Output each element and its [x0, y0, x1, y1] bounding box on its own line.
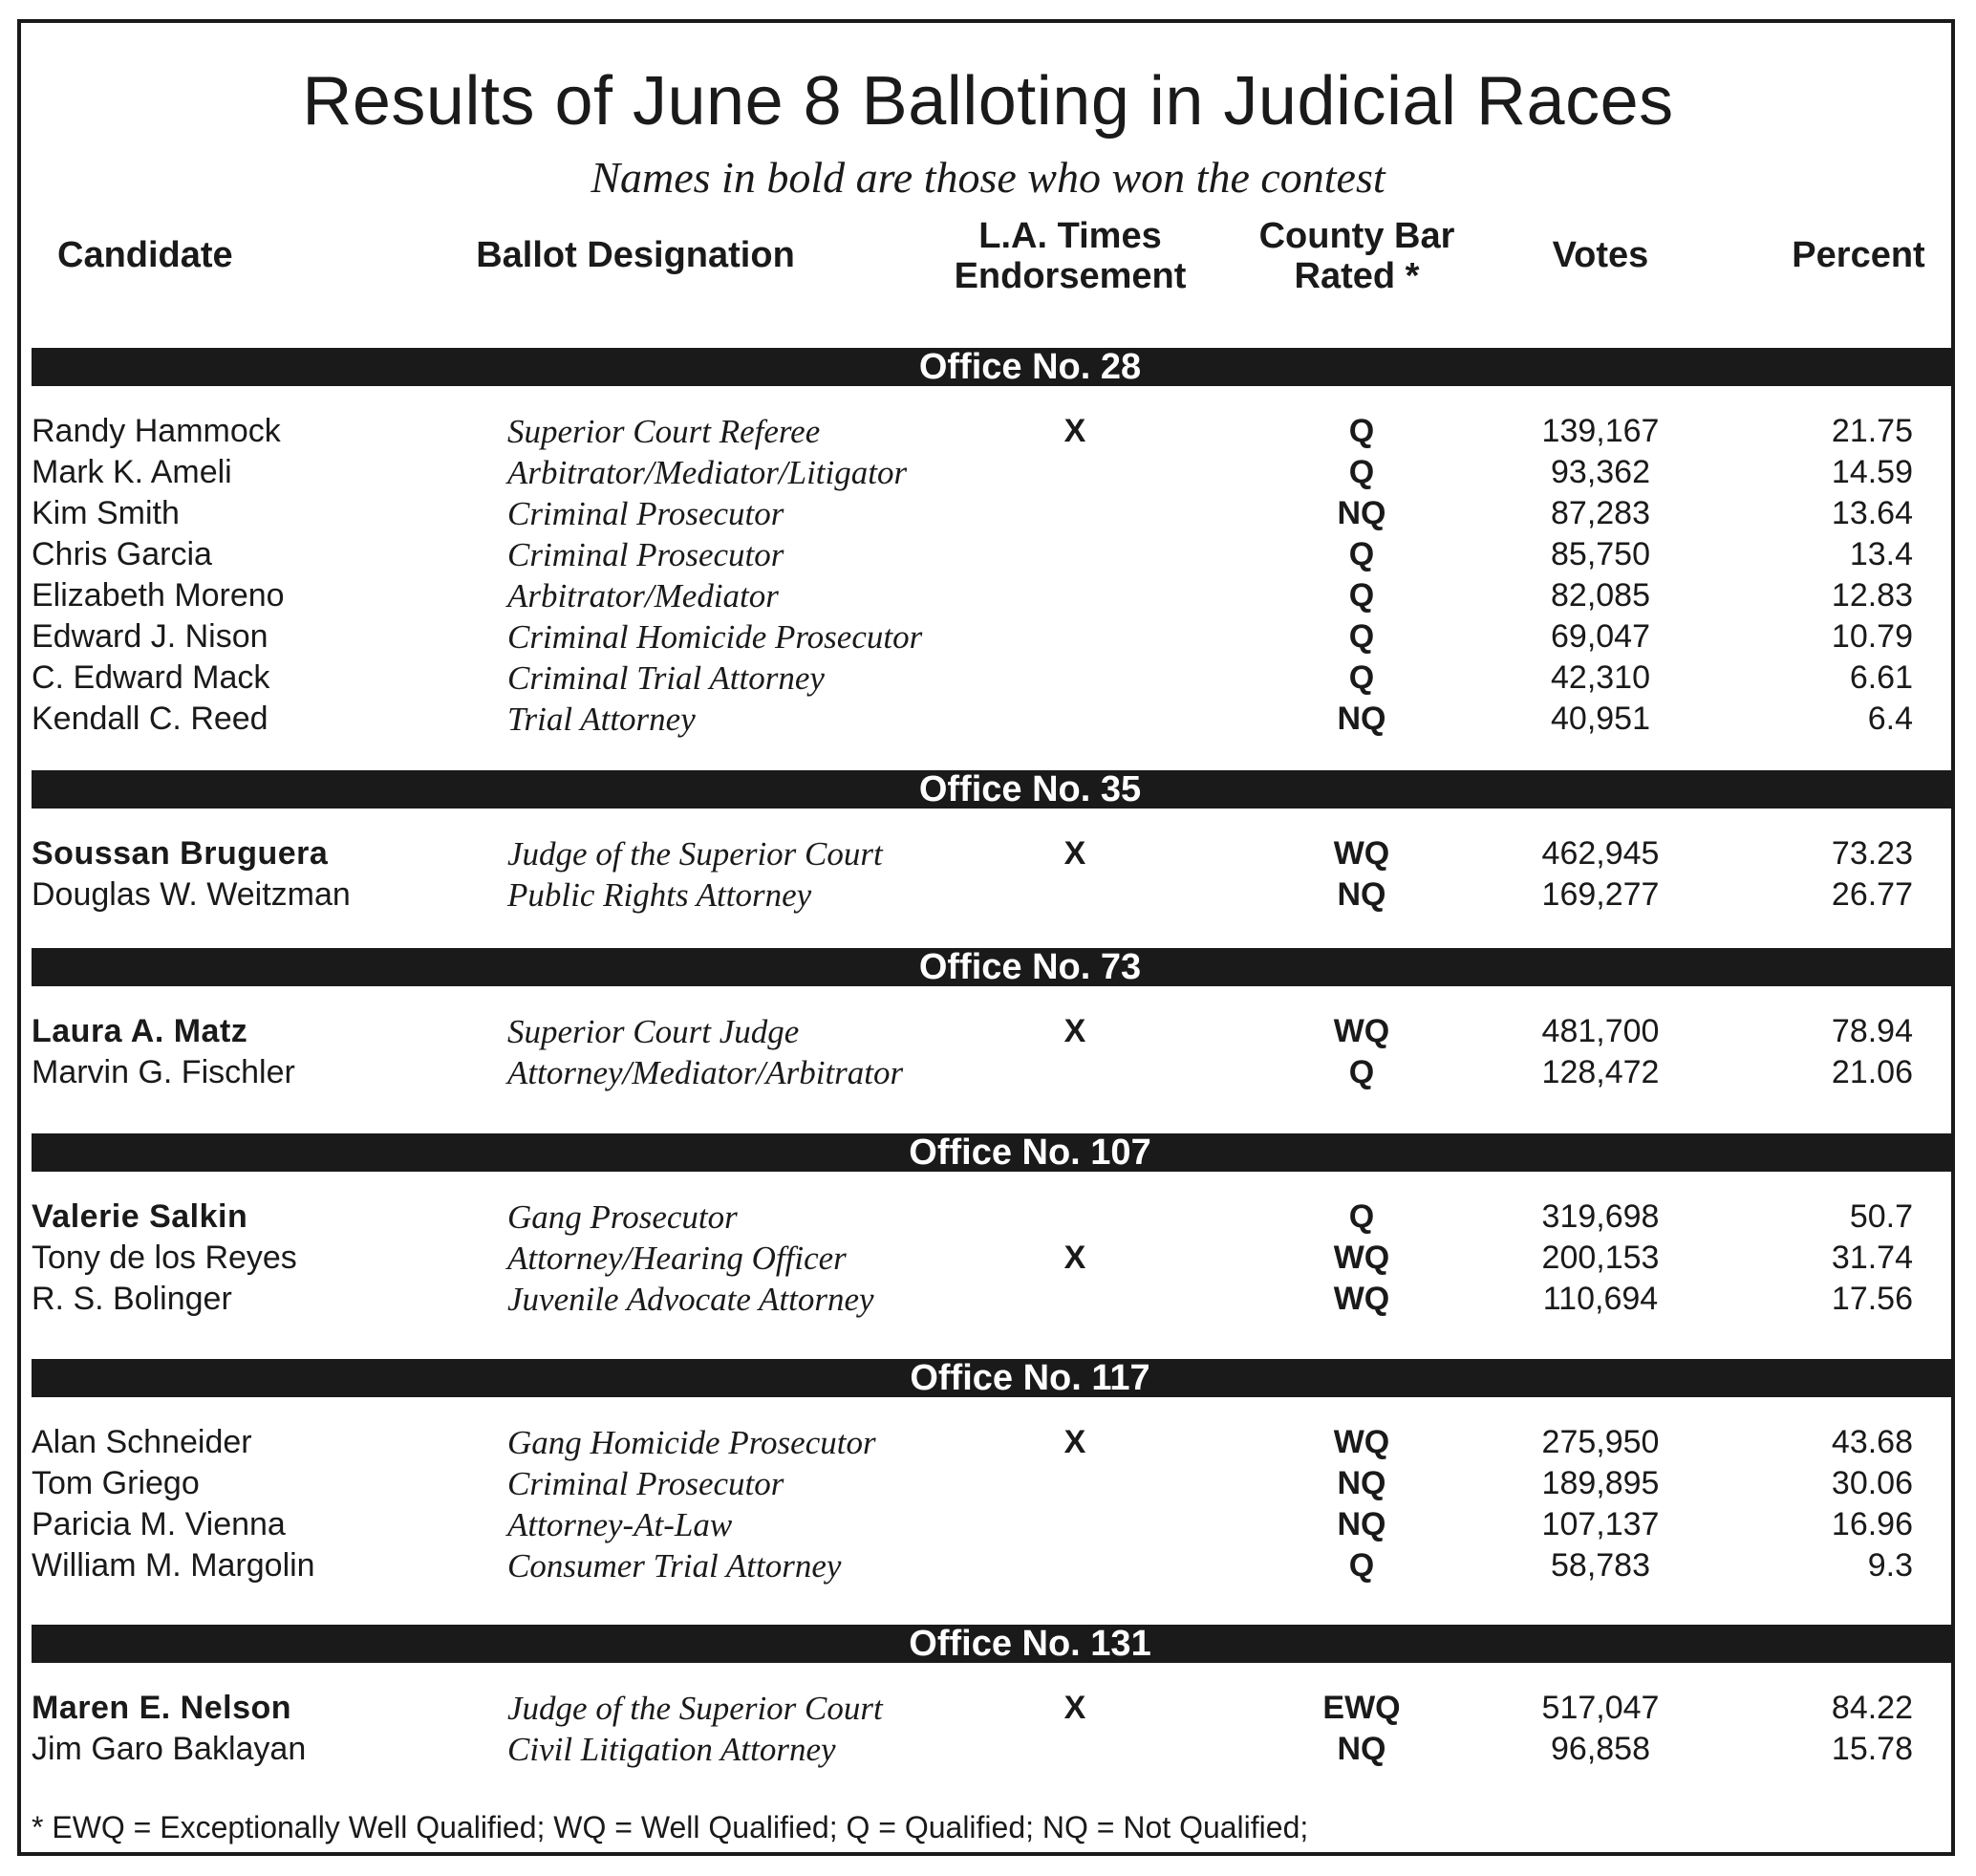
header-endorsement-line1: L.A. Times [978, 216, 1162, 256]
county-bar-rating: NQ [1337, 495, 1386, 531]
table-row [0, 1238, 1976, 1279]
candidate-name: Edward J. Nison [32, 618, 268, 655]
table-row [0, 1011, 1976, 1052]
vote-count: 517,047 [1541, 1690, 1660, 1726]
ballot-designation: Attorney/Mediator/Arbitrator [507, 1054, 904, 1091]
table-row [0, 452, 1976, 493]
county-bar-rating: Q [1348, 1198, 1375, 1235]
vote-count: 82,085 [1551, 577, 1650, 614]
ballot-designation: Criminal Prosecutor [507, 495, 784, 532]
candidate-name: Jim Garo Baklayan [32, 1731, 307, 1767]
ballot-designation: Judge of the Superior Court [507, 835, 883, 873]
candidate-name: Alan Schneider [32, 1424, 252, 1460]
vote-count: 42,310 [1551, 659, 1650, 696]
vote-count: 96,858 [1551, 1731, 1650, 1767]
vote-count: 139,167 [1541, 413, 1660, 449]
vote-percent: 21.06 [1831, 1054, 1913, 1090]
county-bar-rating: Q [1348, 1054, 1375, 1090]
header-votes: Votes [1552, 235, 1649, 275]
vote-count: 481,700 [1541, 1013, 1660, 1049]
candidate-name: Douglas W. Weitzman [32, 876, 351, 913]
candidate-name: Tom Griego [32, 1465, 200, 1501]
ballot-designation: Arbitrator/Mediator/Litigator [507, 454, 908, 491]
vote-count: 58,783 [1551, 1547, 1650, 1584]
table-row [0, 1463, 1976, 1504]
ballot-designation: Public Rights Attorney [507, 876, 812, 914]
table-row [0, 1279, 1976, 1320]
vote-percent: 14.59 [1831, 454, 1913, 490]
county-bar-rating: Q [1348, 1547, 1375, 1584]
office-header: Office No. 107 [32, 1133, 1952, 1172]
candidate-name: Kendall C. Reed [32, 701, 268, 737]
office-header: Office No. 35 [32, 770, 1952, 809]
candidate-name: Soussan Bruguera [32, 835, 329, 872]
table-row [0, 1545, 1976, 1586]
office-header: Office No. 28 [32, 348, 1952, 386]
county-bar-rating: Q [1348, 536, 1375, 572]
vote-percent: 31.74 [1831, 1240, 1913, 1276]
candidate-name: Maren E. Nelson [32, 1690, 292, 1726]
county-bar-rating: WQ [1333, 1013, 1390, 1049]
table-row [0, 493, 1976, 534]
header-endorsement-line2: Endorsement [954, 256, 1187, 296]
candidate-name: Marvin G. Fischler [32, 1054, 295, 1090]
ballot-designation: Consumer Trial Attorney [507, 1547, 842, 1585]
vote-percent: 50.7 [1849, 1198, 1913, 1235]
table-row [0, 699, 1976, 740]
vote-percent: 13.4 [1849, 536, 1913, 572]
candidate-name: Kim Smith [32, 495, 180, 531]
ballot-designation: Criminal Prosecutor [507, 536, 784, 573]
county-bar-rating: Q [1348, 577, 1375, 614]
vote-percent: 78.94 [1831, 1013, 1913, 1049]
vote-percent: 26.77 [1831, 876, 1913, 913]
candidate-name: Laura A. Matz [32, 1013, 248, 1049]
page-subtitle: Names in bold are those who won the contest [591, 153, 1385, 202]
header-rated-line2: Rated * [1294, 256, 1420, 296]
table-row [0, 658, 1976, 699]
vote-percent: 43.68 [1831, 1424, 1913, 1460]
candidate-name: Chris Garcia [32, 536, 212, 572]
vote-count: 69,047 [1551, 618, 1650, 655]
times-endorsement: X [1063, 1013, 1086, 1049]
vote-count: 107,137 [1541, 1506, 1660, 1542]
table-row [0, 1504, 1976, 1545]
table-row [0, 411, 1976, 452]
candidate-name: R. S. Bolinger [32, 1281, 232, 1317]
county-bar-rating: WQ [1333, 1424, 1390, 1460]
vote-count: 319,698 [1541, 1198, 1660, 1235]
vote-percent: 15.78 [1831, 1731, 1913, 1767]
table-row [0, 1688, 1976, 1729]
candidate-name: Tony de los Reyes [32, 1240, 297, 1276]
times-endorsement: X [1063, 413, 1086, 449]
vote-count: 87,283 [1551, 495, 1650, 531]
vote-percent: 13.64 [1831, 495, 1913, 531]
table-row [0, 575, 1976, 616]
vote-count: 93,362 [1551, 454, 1650, 490]
county-bar-rating: EWQ [1322, 1690, 1401, 1726]
header-designation: Ballot Designation [476, 235, 795, 275]
ballot-designation: Criminal Trial Attorney [507, 659, 825, 697]
ballot-designation: Arbitrator/Mediator [507, 577, 779, 615]
candidate-name: William M. Margolin [32, 1547, 315, 1584]
county-bar-rating: Q [1348, 454, 1375, 490]
table-row [0, 534, 1976, 575]
table-row [0, 1729, 1976, 1770]
candidate-name: Paricia M. Vienna [32, 1506, 286, 1542]
county-bar-rating: Q [1348, 618, 1375, 655]
vote-percent: 84.22 [1831, 1690, 1913, 1726]
county-bar-rating: Q [1348, 659, 1375, 696]
ballot-designation: Superior Court Referee [507, 413, 821, 450]
vote-count: 462,945 [1541, 835, 1660, 872]
office-header: Office No. 131 [32, 1625, 1952, 1663]
times-endorsement: X [1063, 835, 1086, 872]
header-percent: Percent [1792, 235, 1925, 275]
ballot-designation: Judge of the Superior Court [507, 1690, 883, 1727]
times-endorsement: X [1063, 1240, 1086, 1276]
ballot-designation: Attorney/Hearing Officer [507, 1240, 847, 1277]
county-bar-rating: NQ [1337, 1731, 1386, 1767]
county-bar-rating: NQ [1337, 876, 1386, 913]
county-bar-rating: WQ [1333, 835, 1390, 872]
ballot-designation: Gang Prosecutor [507, 1198, 738, 1236]
vote-count: 189,895 [1541, 1465, 1660, 1501]
vote-count: 40,951 [1551, 701, 1650, 737]
vote-percent: 10.79 [1831, 618, 1913, 655]
vote-count: 128,472 [1541, 1054, 1660, 1090]
table-row [0, 874, 1976, 916]
table-row [0, 1197, 1976, 1238]
office-header: Office No. 117 [32, 1359, 1952, 1397]
table-row [0, 1422, 1976, 1463]
county-bar-rating: WQ [1333, 1281, 1390, 1317]
vote-percent: 16.96 [1831, 1506, 1913, 1542]
ballot-designation: Civil Litigation Attorney [507, 1731, 836, 1768]
ballot-designation: Criminal Prosecutor [507, 1465, 784, 1502]
footnote: * EWQ = Exceptionally Well Qualified; WQ = Well Qualified; Q = Qualified; NQ = Not Qualified; [32, 1810, 1309, 1844]
table-row [0, 1052, 1976, 1093]
vote-percent: 9.3 [1867, 1547, 1913, 1584]
vote-count: 85,750 [1551, 536, 1650, 572]
county-bar-rating: NQ [1337, 1506, 1386, 1542]
ballot-designation: Attorney-At-Law [507, 1506, 733, 1543]
vote-percent: 17.56 [1831, 1281, 1913, 1317]
vote-percent: 6.4 [1867, 701, 1913, 737]
page-title: Results of June 8 Balloting in Judicial Races [302, 63, 1674, 140]
times-endorsement: X [1063, 1690, 1086, 1726]
table-row [0, 616, 1976, 658]
vote-percent: 6.61 [1849, 659, 1913, 696]
vote-count: 200,153 [1541, 1240, 1660, 1276]
candidate-name: Elizabeth Moreno [32, 577, 285, 614]
vote-percent: 30.06 [1831, 1465, 1913, 1501]
vote-percent: 73.23 [1831, 835, 1913, 872]
vote-count: 169,277 [1541, 876, 1660, 913]
header-rated [1214, 216, 1500, 296]
candidate-name: C. Edward Mack [32, 659, 270, 696]
header-candidate: Candidate [57, 235, 233, 275]
ballot-designation: Criminal Homicide Prosecutor [507, 618, 923, 656]
ballot-designation: Juvenile Advocate Attorney [507, 1281, 874, 1318]
ballot-designation: Trial Attorney [507, 701, 696, 738]
header-rated-line1: County Bar [1258, 216, 1455, 256]
header-endorsement [917, 216, 1223, 296]
candidate-name: Mark K. Ameli [32, 454, 232, 490]
vote-count: 275,950 [1541, 1424, 1660, 1460]
candidate-name: Valerie Salkin [32, 1198, 248, 1235]
times-endorsement: X [1063, 1424, 1086, 1460]
vote-count: 110,694 [1542, 1281, 1659, 1317]
county-bar-rating: Q [1348, 413, 1375, 449]
office-header: Office No. 73 [32, 948, 1952, 986]
county-bar-rating: NQ [1337, 701, 1386, 737]
ballot-designation: Gang Homicide Prosecutor [507, 1424, 876, 1461]
county-bar-rating: WQ [1333, 1240, 1390, 1276]
vote-percent: 21.75 [1831, 413, 1913, 449]
county-bar-rating: NQ [1337, 1465, 1386, 1501]
candidate-name: Randy Hammock [32, 413, 281, 449]
table-row [0, 833, 1976, 874]
ballot-designation: Superior Court Judge [507, 1013, 800, 1050]
vote-percent: 12.83 [1831, 577, 1913, 614]
